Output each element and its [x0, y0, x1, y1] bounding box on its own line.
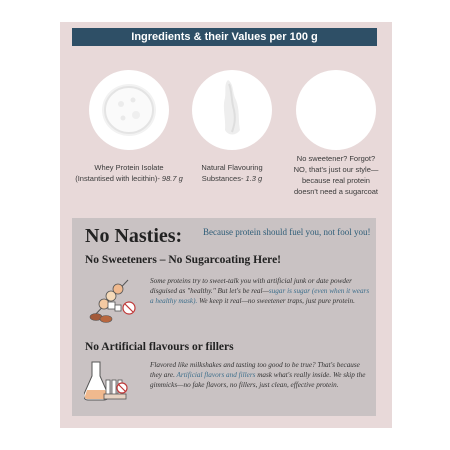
- ingredient-caption-sweetener: No sweetener? Forgot? NO, that's just our style— because real protein doesn't need a sugarcoat: [293, 154, 379, 196]
- flavouring-powder-image: [192, 70, 272, 150]
- section-title-fillers: No Artificial flavours or fillers: [85, 341, 234, 353]
- ingredient-caption-flavouring: Natural Flavouring Substances- 1.3 g: [201, 163, 263, 183]
- section-title-sweeteners: No Sweeteners – No Sugarcoating Here!: [85, 254, 281, 266]
- sugar-candy-illustration-icon: [84, 272, 140, 324]
- empty-sweetener-circle: [296, 70, 376, 150]
- section-text-fillers: Flavored like milkshakes and tasting too good to be true? That's because they are. Artificial flavors and fillers mask what's really inside. We skip the gimmicks—no fake flavors, no fillers, just clean, effective protein.: [150, 361, 366, 389]
- no-nasties-title: No Nasties:: [85, 225, 183, 247]
- header-title: Ingredients & their Values per 100 g: [131, 31, 318, 43]
- ingredient-caption-whey: Whey Protein Isolate (Instantised with lecithin)- 98.7 g: [75, 163, 183, 183]
- no-nasties-subtitle: Because protein should fuel you, not fool you!: [203, 227, 371, 237]
- ingredients-header: [72, 28, 377, 46]
- lab-flask-illustration-icon: [84, 358, 132, 404]
- whey-powder-image: [89, 70, 169, 150]
- section-text-sweeteners: Some proteins try to sweet-talk you with artificial junk or date powder disguised as "healthy." But let's be real—sugar is sugar (even when it wears a healthy mask). We keep it real—no sweetener traps, just pure protein.: [150, 277, 370, 305]
